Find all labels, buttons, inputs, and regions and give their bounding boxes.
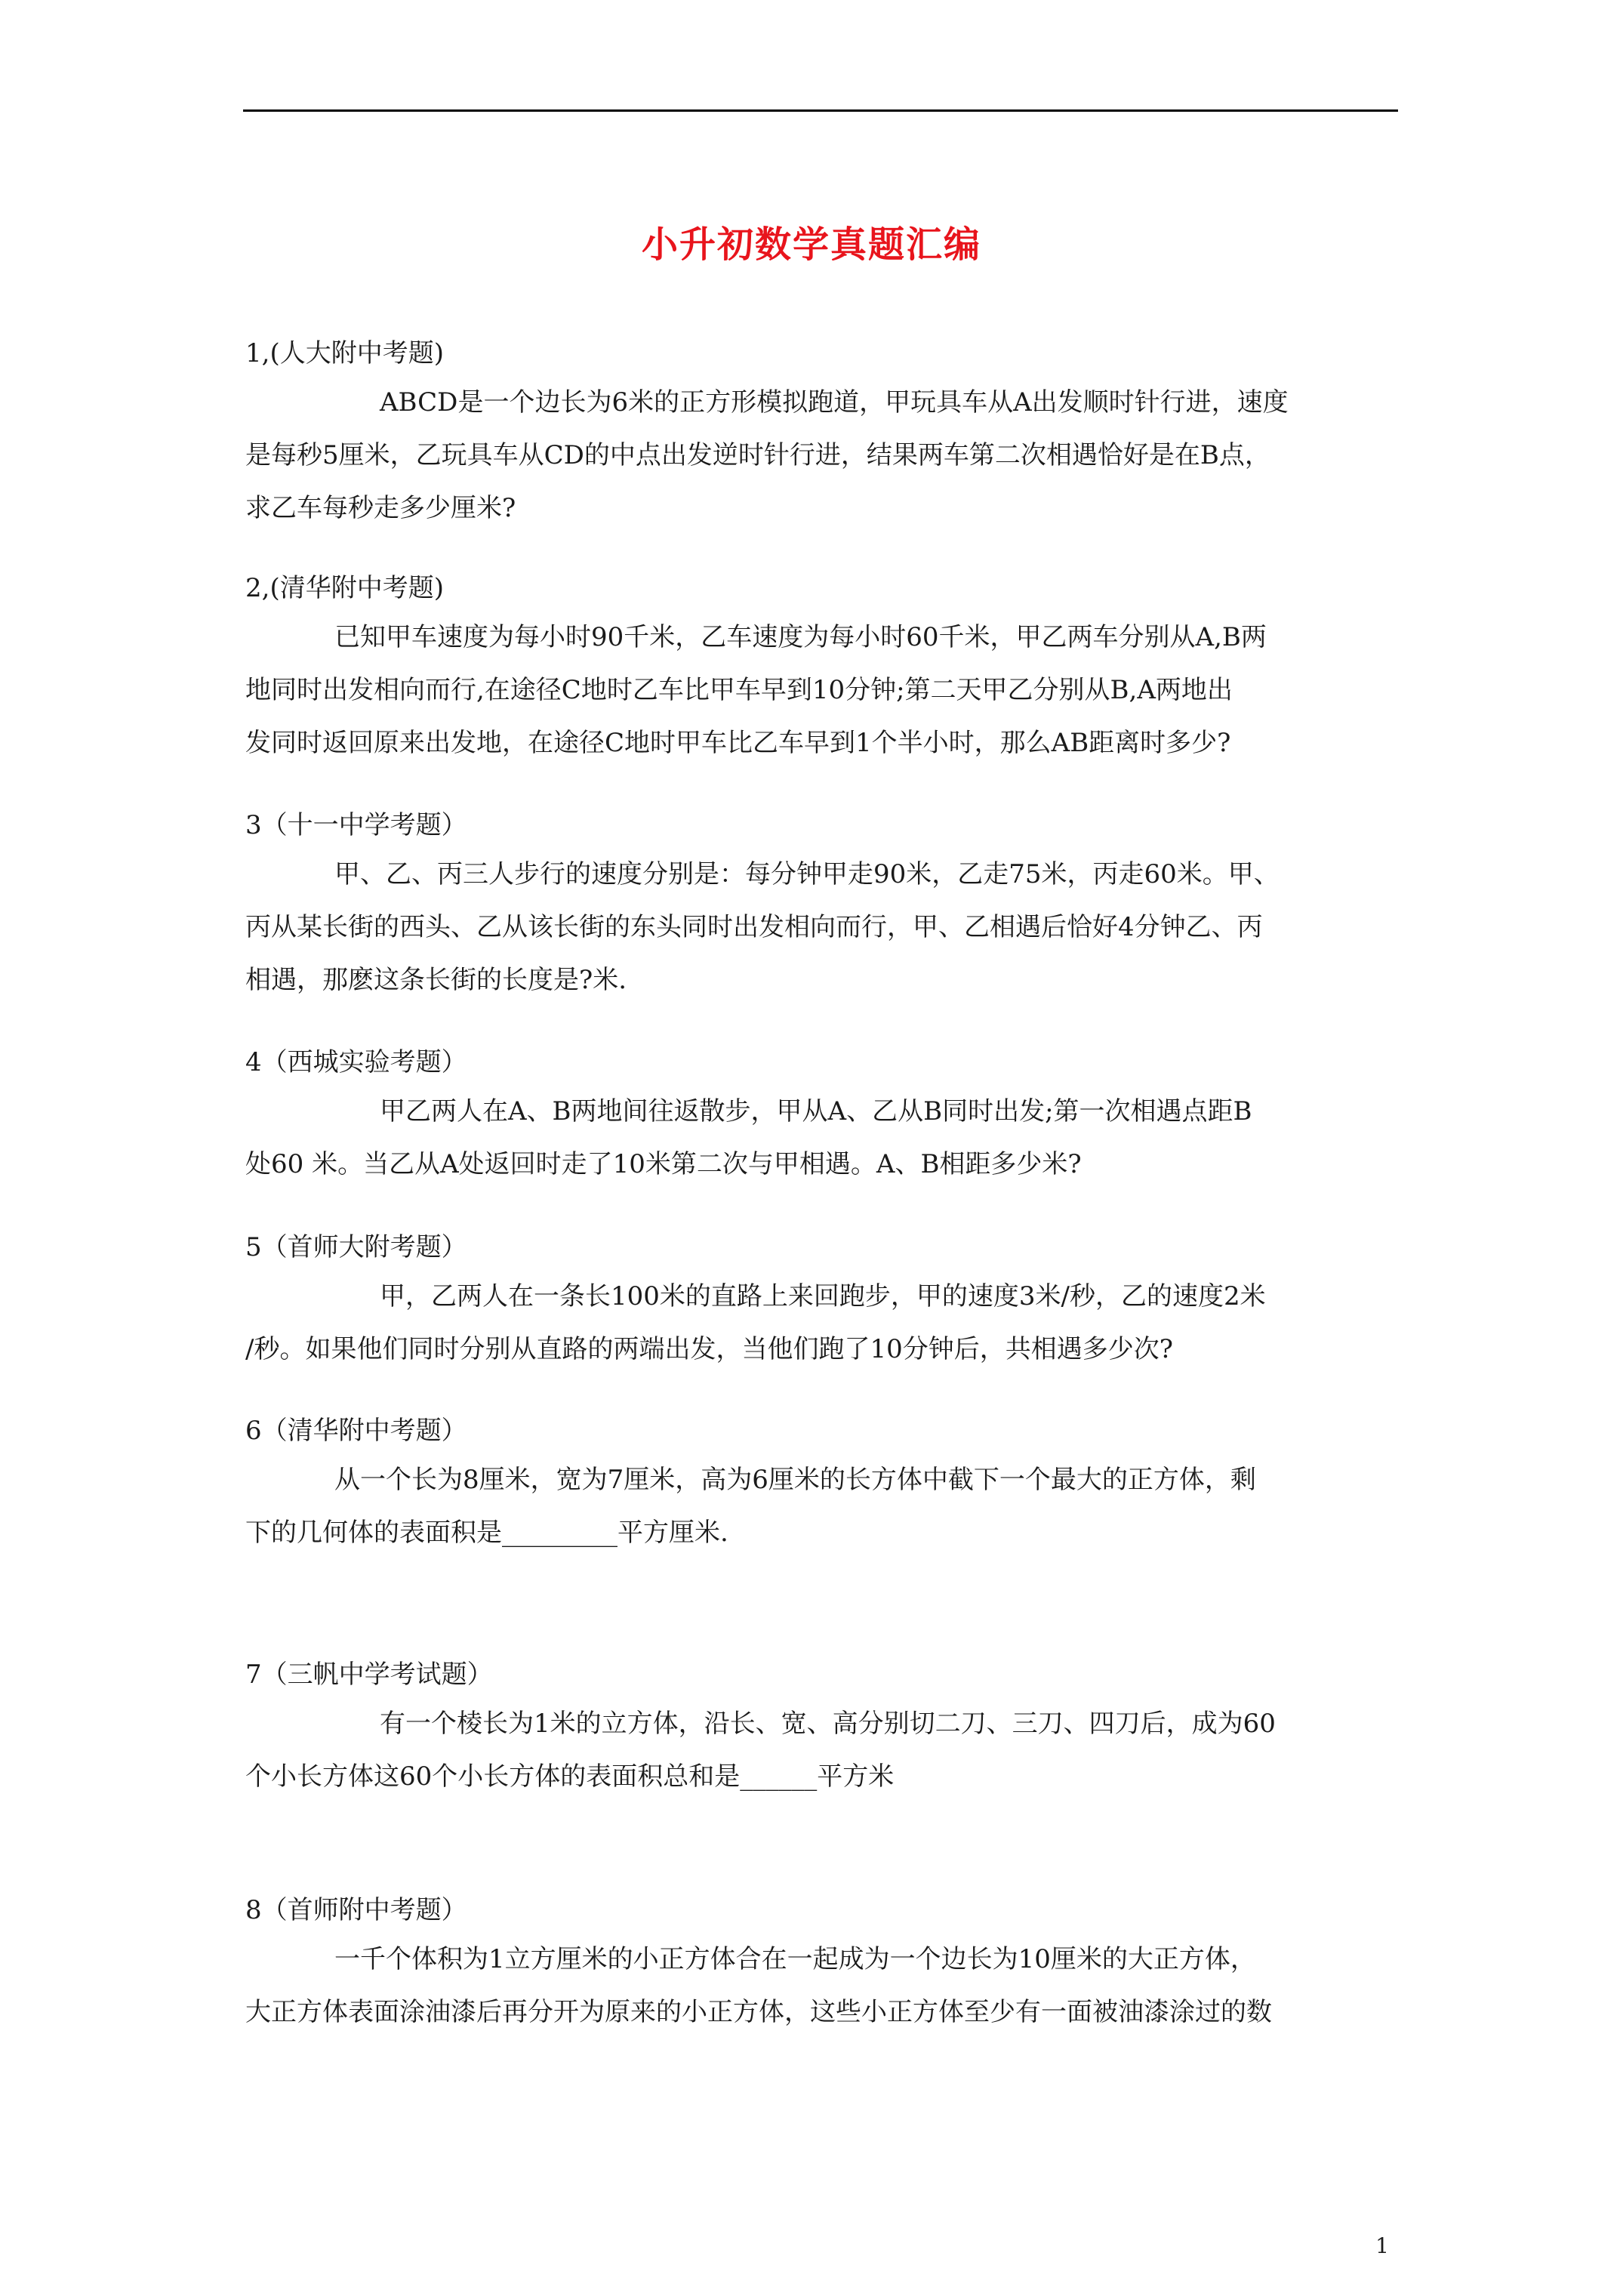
question-text-line: 已知甲车速度为每小时90千米，乙车速度为每小时60千米，甲乙两车分别从A,B两	[334, 622, 1267, 652]
question-text-line: 处60 米。当乙从A处返回时走了10米第二次与甲相遇。A、B相距多少米?	[245, 1149, 1082, 1179]
question-text-line: 是每秒5厘米，乙玩具车从CD的中点出发逆时针行进，结果两车第二次相遇恰好是在B点，	[245, 440, 1270, 470]
question-heading: 2,(清华附中考题)	[245, 573, 444, 603]
page-number: 1	[1375, 2233, 1389, 2258]
document-title: 小升初数学真题汇编	[641, 223, 981, 266]
question-heading: 5（首师大附考题）	[245, 1232, 467, 1262]
question-text-line: 个小长方体这60个小长方体的表面积总和是______平方米	[245, 1761, 895, 1792]
question-text-line: 有一个棱长为1米的立方体，沿长、宽、高分别切二刀、三刀、四刀后，成为60	[380, 1709, 1276, 1739]
question-heading: 3（十一中学考题）	[245, 810, 467, 840]
question-8	[245, 1888, 1400, 2039]
question-heading: 1,(人大附中考题)	[245, 338, 444, 368]
question-3	[245, 803, 1400, 1006]
question-text-line: 一千个体积为1立方厘米的小正方体合在一起成为一个边长为10厘米的大正方体，	[334, 1944, 1256, 1974]
question-text-line: ABCD是一个边长为6米的正方形模拟跑道，甲玩具车从A出发顺时针行进，速度	[380, 387, 1289, 418]
question-text-line: 相遇，那麽这条长街的长度是?米.	[245, 965, 627, 995]
question-text-line: 地同时出发相向而行,在途径C地时乙车比甲车早到10分钟;第二天甲乙分别从B,A两地出	[245, 675, 1233, 705]
question-heading: 7（三帆中学考试题）	[245, 1660, 493, 1690]
question-text-line: 甲，乙两人在一条长100米的直路上来回跑步，甲的速度3米/秒，乙的速度2米	[380, 1281, 1266, 1311]
question-4	[245, 1040, 1400, 1191]
question-text-line: 发同时返回原来出发地，在途径C地时甲车比乙车早到1个半小时，那么AB距离时多少?	[245, 728, 1231, 758]
question-7	[245, 1652, 1400, 1803]
question-text-line: 从一个长为8厘米，宽为7厘米，高为6厘米的长方体中截下一个最大的正方体，剩	[334, 1465, 1256, 1495]
question-heading: 8（首师附中考题）	[245, 1895, 467, 1925]
question-6	[245, 1408, 1400, 1559]
question-1	[245, 331, 1400, 535]
question-5	[245, 1225, 1400, 1376]
question-heading: 6（清华附中考题）	[245, 1416, 467, 1446]
question-text-line: /秒。如果他们同时分别从直路的两端出发，当他们跑了10分钟后，共相遇多少次?	[245, 1334, 1173, 1364]
question-text-line: 甲乙两人在A、B两地间往返散步，甲从A、乙从B同时出发;第一次相遇点距B	[380, 1096, 1252, 1126]
question-text-line: 求乙车每秒走多少厘米?	[245, 493, 516, 523]
question-2	[245, 566, 1400, 769]
question-text-line: 甲、乙、丙三人步行的速度分别是：每分钟甲走90米，乙走75米，丙走60米。甲、	[334, 859, 1280, 889]
question-text-line: 大正方体表面涂油漆后再分开为原来的小正方体，这些小正方体至少有一面被油漆涂过的数	[245, 1997, 1272, 2027]
question-text-line: 丙从某长街的西头、乙从该长街的东头同时出发相向而行，甲、乙相遇后恰好4分钟乙、丙	[245, 912, 1263, 942]
question-heading: 4（西城实验考题）	[245, 1047, 467, 1077]
question-text-line: 下的几何体的表面积是_________平方厘米.	[245, 1518, 728, 1548]
header-rule	[243, 109, 1398, 112]
